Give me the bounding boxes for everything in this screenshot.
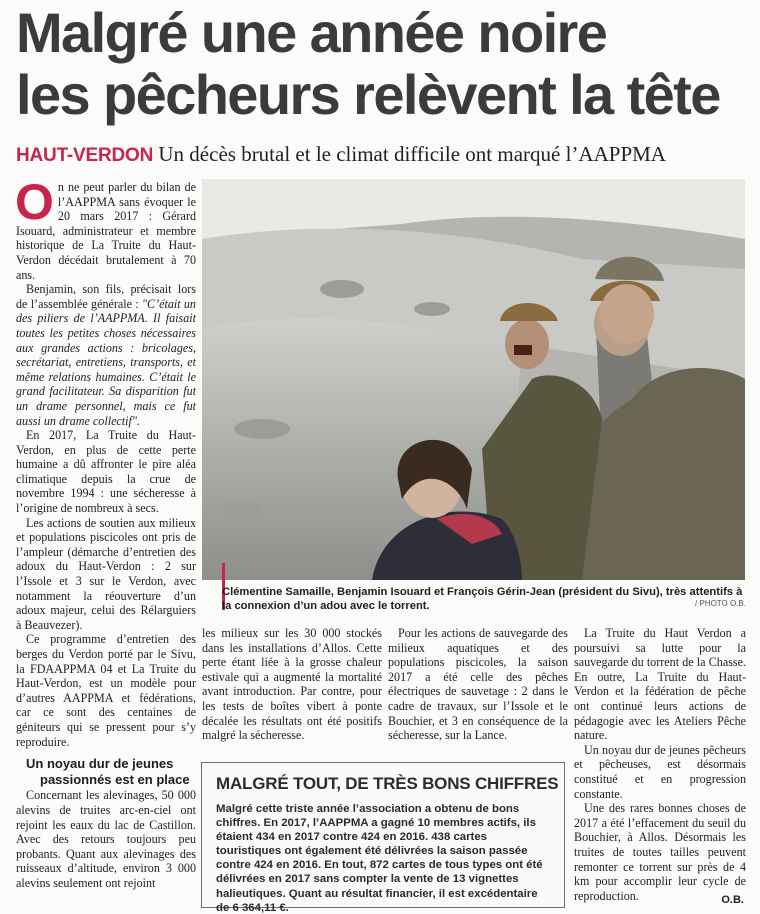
photo-illustration [202, 179, 745, 580]
section-subheading-line-2: passionnés est en place [40, 771, 190, 787]
box-body: Malgré cette triste année l’association a obtenu de bons chiffres. En 2017, l’AAPPMA a gagné 10 membres actifs, ils étaient 434 en 2017 contre 424 en 2016. 438 cartes touristiques ont également été délivrées la saison passée contre 424 en 2016. En tout, 872 cartes de tous types ont été délivrées en 2017 sans compter la vente de 13 vignettes halieutiques. Quant au résultat financier, il est excédentaire de 6 364,11 €. [216, 803, 543, 914]
quote: "C’était un des piliers de l’AAPPMA. Il faisait toutes les petites choses nécessaires aux grandes actions : bricolages, secrétariat, entretiens, transports, et même relations humaines. C’était le grand facilitateur. Sa disparition fut un drame personnel, mais ce fut aussi un drame collectif". [16, 296, 196, 428]
subheadline [16, 141, 666, 169]
article-paragraph: On ne peut parler du bilan de l’AAPPMA sans évoquer le 20 mars 2017 : Gérard Isouard, administrateur et membre historique de La Truite du Haut-Verdon décédait brutalement à 70 ans. [15, 174, 196, 282]
drop-cap: O [15, 174, 54, 230]
article-paragraph: Pour les actions de sauvegarde des milieux aquatiques et des populations piscicoles, la saison 2017 a été celle des pêches électriques de sauvetage : 2 dans le cadre de travaux, sur l’Issole et le Bouchier, et 3 en conséquence de la sécheresse, sur la Lance. [388, 626, 568, 743]
article-paragraph: Ce programme d’entretien des berges du Verdon porté par le Sivu, la FDAAPPMA 04 et La Truite du Haut-Verdon, est un modèle pour d’autres AAPPMA et fédérations, car ce sont des centaines de géniteurs qui se pressent pour s’y reproduire. [16, 632, 196, 749]
article-paragraph: Une des rares bonnes choses de 2017 a été l’effacement du seuil du Bouchier, à Allos. Désormais les truites de toutes tailles peuvent remonter ce torrent sur près de 4 km pour accomplir leur cycle de reproduction. [574, 801, 746, 903]
article-paragraph: En 2017, La Truite du Haut-Verdon, en plus de cette perte humaine a dû affronter le pire aléa climatique depuis la crue de novembre 1994 : une sécheresse à l’origine de nombreux à secs. [16, 428, 196, 516]
article-paragraph: Concernant les alevinages, 50 000 alevins de truites arc-en-ciel ont rejoint les eaux du lac de Castillon. Avec des retours toujours peu probants. Quant aux alevinages des ruisseaux d’altitude, environ 3 000 alevins seulement ont rejoint [16, 788, 196, 890]
box-title: MALGRÉ TOUT, DE TRÈS BONS CHIFFRES [216, 774, 559, 793]
article-paragraph: Benjamin, son fils, précisait lors de l’assemblée générale : "C’était un des piliers de l’AAPPMA. Il faisait toutes les petites choses nécessaires aux grandes actions : bricolages, secrétariat, entretiens, transports, et même relations humaines. C’était le grand facilitateur. Sa disparition fut un drame personnel, mais ce fut aussi un drame collectif". [16, 282, 196, 428]
article-column-4 [574, 626, 746, 903]
headline [16, 2, 751, 126]
photo-caption: Clémentine Samaille, Benjamin Isouard et François Gérin-Jean (président du Sivu), très attentifs à la connexion d’un adou avec le torrent. [222, 586, 743, 612]
subheadline-text: Un décès brutal et le climat difficile ont marqué l’AAPPMA [158, 142, 666, 166]
article-paragraph: Les actions de soutien aux milieux et populations piscicoles ont pris de l’ampleur (démarche d’entretien des adoux du Haut-Verdon : 2 sur l’Issole et 3 sur le Verdon, avec notamment la réouverture d’un adoux majeur, celui des Rélarguiers à Beauvezer). [16, 515, 196, 632]
key-figures-box [201, 762, 565, 914]
location-kicker: HAUT-VERDON [16, 145, 154, 166]
river-photo [202, 179, 745, 580]
photo-credit: / PHOTO O.B. [695, 599, 746, 608]
section-subheading: Un noyau dur de jeunes [26, 756, 174, 772]
headline-line-2: les pêcheurs relèvent la tête [16, 63, 720, 126]
article-column-2 [202, 626, 382, 743]
article-paragraph: La Truite du Haut Verdon a poursuivi sa lutte pour la sauvegarde du torrent de la Chasse. En outre, La Truite du Haut-Verdon et la fédération de pêche ont continué leurs actions de pédagogie avec les Ateliers Pêche nature. [574, 626, 746, 743]
article-paragraph: les milieux sur les 30 000 stockés dans les installations d’Allos. Cette perte étant liée à la grosse chaleur estivale qui a augmenté la mortalité avant introduction. Par contre, pour les tests de boîtes vibert à ponte décalée les résultats ont été positifs malgré la sécheresse. [202, 626, 382, 743]
article-column-1 [15, 174, 196, 891]
author-signature: O.B. [721, 894, 744, 906]
headline-line-1: Malgré une année noire [16, 1, 607, 64]
article-column-3 [388, 626, 568, 743]
article-paragraph: Un noyau dur de jeunes pêcheurs et pêcheuses, est désormais constitué et en progression constante. [574, 742, 746, 801]
